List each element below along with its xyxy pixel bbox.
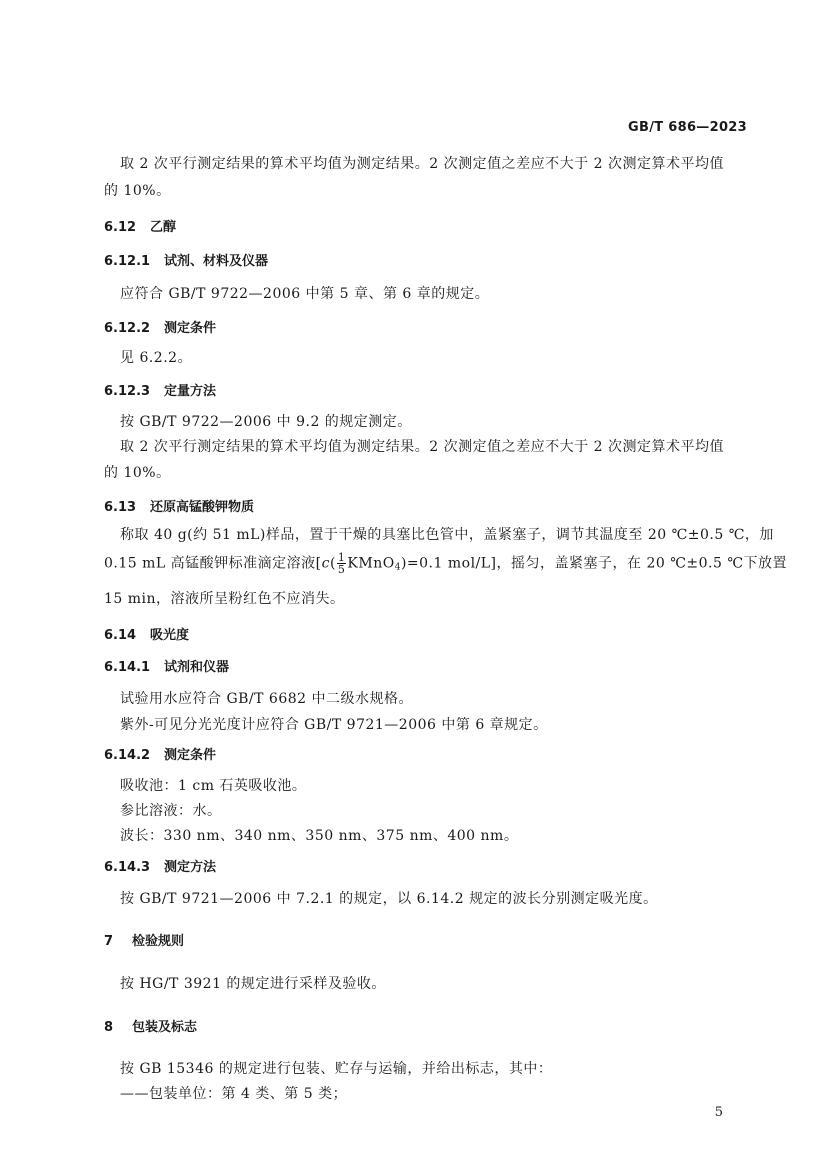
section-number: 6.13 bbox=[104, 500, 137, 515]
section-heading-6-12-3 bbox=[104, 380, 216, 399]
section-heading-6-14-1 bbox=[104, 656, 229, 675]
fraction-numerator: 1 bbox=[337, 551, 346, 564]
formula-line bbox=[104, 552, 787, 575]
section-number: 6.12.3 bbox=[104, 384, 151, 399]
section-number: 6.14.1 bbox=[104, 660, 151, 675]
section-number: 7 bbox=[104, 934, 114, 949]
paragraph-line: 参比溶液：水。 bbox=[120, 803, 222, 819]
section-title: 包装及标志 bbox=[132, 1020, 198, 1035]
paragraph-line: 按 GB/T 9722—2006 中 9.2 的规定测定。 bbox=[120, 414, 412, 430]
formula-text: )=0.1 mol/L]，摇匀，盖紧塞子，在 20 ℃±0.5 ℃下放置 bbox=[400, 555, 787, 572]
section-title: 试剂和仪器 bbox=[164, 660, 230, 675]
section-heading-6-12-1 bbox=[104, 250, 268, 269]
section-heading-6-12-2 bbox=[104, 317, 216, 336]
paragraph-line: 按 HG/T 3921 的规定进行采样及验收。 bbox=[120, 976, 386, 992]
section-title: 测定方法 bbox=[164, 860, 217, 875]
section-title: 还原高锰酸钾物质 bbox=[150, 500, 255, 515]
section-number: 6.14.2 bbox=[104, 748, 151, 763]
paragraph-line: 试验用水应符合 GB/T 6682 中二级水规格。 bbox=[120, 691, 414, 707]
paragraph-line: 的 10%。 bbox=[104, 183, 171, 199]
section-heading-6-13 bbox=[104, 496, 254, 515]
paragraph-line: 称取 40 g(约 51 mL)样品，置于干燥的具塞比色管中，盖紧塞子，调节其温度至 20 ℃±0.5 ℃，加 bbox=[120, 527, 774, 543]
paragraph-line: 取 2 次平行测定结果的算术平均值为测定结果。2 次测定值之差应不大于 2 次测定算术平均值 bbox=[120, 156, 724, 172]
section-title: 定量方法 bbox=[164, 384, 217, 399]
paragraph-line: 15 min，溶液所呈粉红色不应消失。 bbox=[104, 591, 345, 607]
section-heading-6-14 bbox=[104, 624, 189, 643]
section-heading-6-14-2 bbox=[104, 744, 216, 763]
section-number: 6.14.3 bbox=[104, 860, 151, 875]
section-title: 测定条件 bbox=[164, 748, 217, 763]
paragraph-line: ——包装单位：第 4 类、第 5 类； bbox=[120, 1086, 348, 1102]
section-heading-6-14-3 bbox=[104, 856, 216, 875]
paragraph-line: 取 2 次平行测定结果的算术平均值为测定结果。2 次测定值之差应不大于 2 次测定算术平均值 bbox=[120, 439, 724, 455]
paragraph-line: 的 10%。 bbox=[104, 465, 171, 481]
section-heading-8 bbox=[104, 1016, 197, 1035]
standard-id-header: GB/T 686—2023 bbox=[628, 120, 747, 135]
section-title: 吸光度 bbox=[150, 628, 190, 643]
formula-text: 0.15 mL 高锰酸钾标准滴定溶液[ bbox=[104, 555, 322, 572]
section-number: 6.12 bbox=[104, 220, 137, 235]
fraction-denominator: 5 bbox=[337, 563, 346, 576]
section-title: 检验规则 bbox=[132, 934, 185, 949]
section-number: 6.12.2 bbox=[104, 321, 151, 336]
section-number: 6.12.1 bbox=[104, 254, 151, 269]
section-heading-6-12 bbox=[104, 216, 176, 235]
page-number: 5 bbox=[714, 1105, 723, 1120]
paragraph-line: 按 GB 15346 的规定进行包装、贮存与运输，并给出标志，其中： bbox=[120, 1061, 553, 1077]
fraction bbox=[337, 552, 347, 575]
section-title: 测定条件 bbox=[164, 321, 217, 336]
paragraph-line: 见 6.2.2。 bbox=[120, 350, 193, 366]
section-heading-7 bbox=[104, 930, 184, 949]
section-number: 6.14 bbox=[104, 628, 137, 643]
paragraph-line: 紫外-可见分光光度计应符合 GB/T 9721—2006 中第 6 章规定。 bbox=[120, 717, 548, 733]
paragraph-line: 应符合 GB/T 9722—2006 中第 5 章、第 6 章的规定。 bbox=[120, 286, 490, 302]
chemical-formula: KMnO bbox=[347, 555, 395, 572]
section-number: 8 bbox=[104, 1020, 114, 1035]
paragraph-line: 吸收池：1 cm 石英吸收池。 bbox=[120, 778, 307, 794]
paragraph-line: 波长：330 nm、340 nm、350 nm、375 nm、400 nm。 bbox=[120, 828, 519, 844]
open-paren: ( bbox=[329, 555, 336, 572]
paragraph-line: 按 GB/T 9721—2006 中 7.2.1 的规定，以 6.14.2 规定的波长分别测定吸光度。 bbox=[120, 891, 658, 907]
concentration-symbol: c bbox=[321, 555, 330, 572]
section-title: 试剂、材料及仪器 bbox=[164, 254, 269, 269]
chemical-subscript: 4 bbox=[394, 562, 401, 573]
section-title: 乙醇 bbox=[150, 220, 177, 235]
